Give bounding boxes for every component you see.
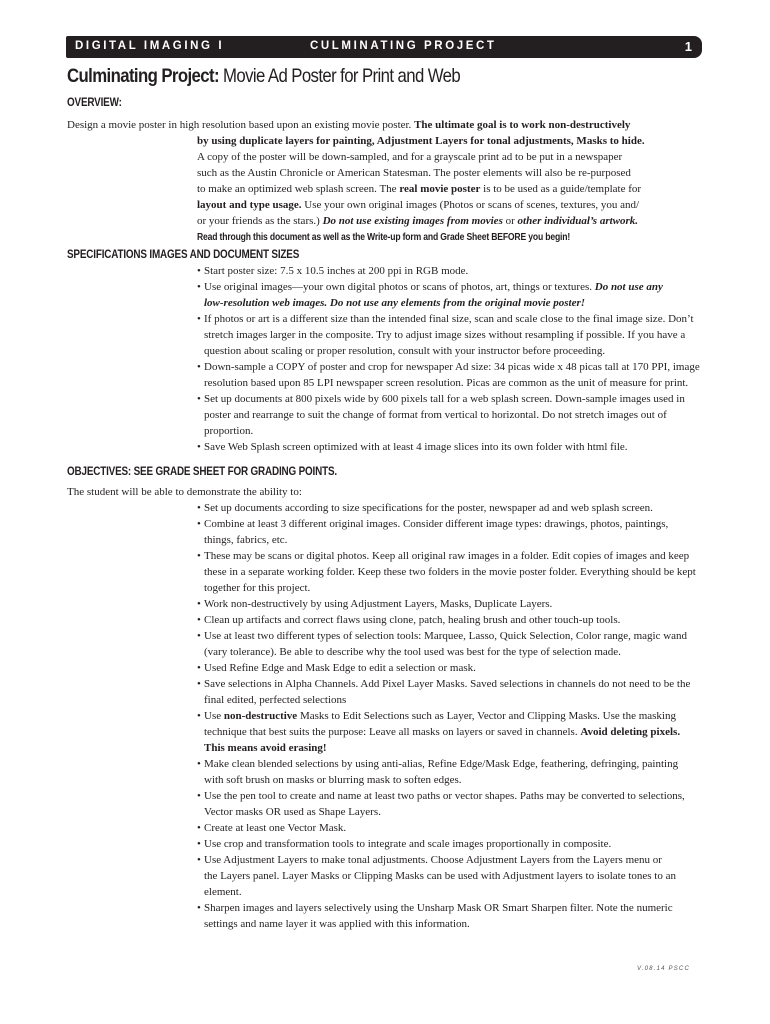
text-line: A copy of the poster will be down-sampled, and for a grayscale print ad to be put in a newspaper [197,151,623,163]
list-item: • Use at least two different types of selection tools: Marquee, Lasso, Quick Selection, Color range, magic wand (vary tolerance). Be able to describe why the tool used was best for the type of selection made. [197,630,688,658]
course-name: DIGITAL IMAGING I [75,40,225,52]
project-name: CULMINATING PROJECT [310,40,497,52]
objectives-heading: OBJECTIVES: SEE GRADE SHEET FOR GRADING POINTS. [67,466,337,478]
list-item: • Save Web Splash screen optimized with at least 4 image slices into its own folder with html file. [197,441,628,453]
list-item: • Use non-destructive Masks to Edit Selections such as Layer, Vector and Clipping Masks. Use the masking technique that best suits the purpose: Leave all masks on layers or saved in channels. Avoid deleting pixels. This means avoid erasing! [197,710,681,754]
list-item: • These may be scans or digital photos. Keep all original raw images in a folder. Edit copies of images and keep these in a separate working folder. Keep these two folders in the movie poster folder. Everything should be kept together for this project. [197,550,696,594]
objectives-list [197,500,696,932]
list-item: • Work non-destructively by using Adjustment Layers, Masks, Duplicate Layers. [197,598,553,610]
overview-paragraph [67,117,645,245]
page-title-bold: Culminating Project: [67,65,219,87]
list-item: • Use Adjustment Layers to make tonal adjustments. Choose Adjustment Layers from the Layers menu or the Layers panel. Layer Masks or Clipping Masks can be used with Adjustment layers to isolate tones to an element. [197,854,676,898]
page-number: 1 [684,39,692,54]
text-line: to make an optimized web splash screen. The real movie poster is to be used as a guide/template for [197,183,642,195]
list-item: • If photos or art is a different size than the intended final size, scan and scale close to the final image size. Don’t stretch images larger in the composite. Try to adjust image sizes without resampling if possible. If you have a question about scaling or proper resolution, consult with your instructor before proceeding. [197,313,694,357]
page-title-rest: Movie Ad Poster for Print and Web [218,65,461,87]
list-item: • Create at least one Vector Mask. [197,822,347,834]
text-line: by using duplicate layers for painting, Adjustment Layers for tonal adjustments, Masks to hide. [197,135,645,147]
specifications-heading: SPECIFICATIONS IMAGES AND DOCUMENT SIZES [67,249,300,261]
text-line: layout and type usage. Use your own original images (Photos or scans of scenes, textures, you and/ [197,199,640,211]
list-item: • Use crop and transformation tools to integrate and scale images proportionally in composite. [197,838,612,850]
list-item: • Set up documents according to size specifications for the poster, newspaper ad and web splash screen. [197,502,653,514]
list-item: • Make clean blended selections by using anti-alias, Refine Edge/Mask Edge, feathering, defringing, painting with soft brush on masks or blurring mask to soften edges. [197,758,679,786]
header-bar [66,36,702,58]
text-line: or your friends as the stars.) Do not use existing images from movies or other individual’s artwork. [197,215,639,227]
list-item: • Use the pen tool to create and name at least two paths or vector shapes. Paths may be converted to selections, Vector masks OR used as Shape Layers. [197,790,685,818]
list-item: • Use original images—your own digital photos or scans of photos, art, things or textures. Do not use any low-resolution web images. Do not use any elements from the original movie poster! [197,281,663,309]
list-item: • Used Refine Edge and Mask Edge to edit a selection or mask. [197,662,476,674]
version-footer: V.08.14 PSCC [637,966,690,972]
list-item: • Sharpen images and layers selectively using the Unsharp Mask OR Smart Sharpen filter. Note the numeric settings and name layer it was applied with this information. [197,902,673,930]
list-item: • Clean up artifacts and correct flaws using clone, patch, healing brush and other touch-up tools. [197,614,621,626]
specifications-list [197,263,700,455]
overview-heading: OVERVIEW: [67,97,122,109]
text-line: such as the Austin Chronicle or American Statesman. The poster elements will also be re-purposed [197,167,631,179]
list-item: • Save selections in Alpha Channels. Add Pixel Layer Masks. Saved selections in channels do not need to be the final edited, perfected selections [197,678,691,706]
list-item: • Down-sample a COPY of poster and crop for newspaper Ad size: 34 picas wide x 48 picas tall at 170 PPI, image resolution based upon 85 LPI newspaper screen resolution. Picas are common as the unit of measure for print. [197,361,700,389]
text-line: Read through this document as well as the Write-up form and Grade Sheet BEFORE you begin! [197,232,571,243]
list-item: • Set up documents at 800 pixels wide by 600 pixels tall for a web splash screen. Down-sample images used in poster and rearrange to suit the change of format from vertical to horizontal. Do not stretch images out of proportion. [197,393,685,437]
objectives-intro: The student will be able to demonstrate the ability to: [67,486,302,498]
text-line: Design a movie poster in high resolution based upon an existing movie poster. The ultimate goal is to work non-destructively [67,119,631,131]
list-item: • Combine at least 3 different original images. Consider different image types: drawings, photos, paintings, things, fabrics, etc. [197,518,669,546]
page-title [67,65,460,88]
list-item: • Start poster size: 7.5 x 10.5 inches at 200 ppi in RGB mode. [197,265,469,277]
